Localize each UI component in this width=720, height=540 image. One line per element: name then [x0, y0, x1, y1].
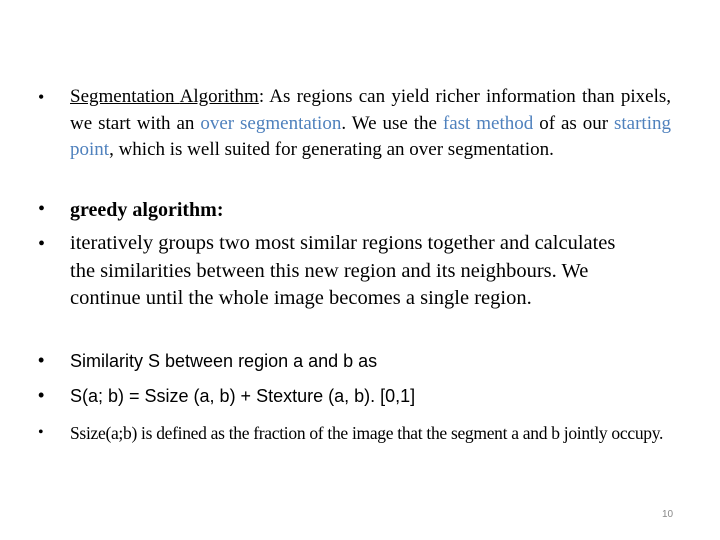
highlight-over-segmentation: over segmentation: [200, 112, 342, 134]
bullet-marker: •: [38, 87, 45, 107]
bullet-marker: •: [38, 233, 46, 255]
text-part-1: : As regions can yield richer information than pixels, we start with an: [70, 86, 672, 134]
bullet-similarity-formula: S(a; b) = Ssize (a, b) + Stexture (a, b). [0,1]: [70, 386, 416, 406]
bullet-marker: •: [38, 198, 46, 220]
bullet-iterative-grouping: iteratively groups two most similar regions together and calculates the similarities between this new region and its neighbours. We continue until the whole image becomes a single region.: [70, 232, 616, 309]
bullet-marker: •: [38, 385, 45, 405]
term-segmentation: Segmentation: [70, 86, 175, 107]
bullet-ssize-definition: Ssize(a;b) is defined as the fraction of the image that the segment a and b jointly occupy.: [70, 423, 664, 443]
bullet-similarity-definition: Similarity S between region a and b as: [70, 351, 378, 371]
bullet-marker: •: [38, 424, 44, 441]
bullet-greedy-algorithm: greedy algorithm:: [70, 199, 224, 221]
bullet-marker: •: [38, 350, 45, 370]
text-part-3: of as our: [533, 112, 614, 134]
highlight-starting-point: starting point: [70, 112, 671, 160]
bullet-segmentation-algorithm: [70, 84, 671, 164]
text-part-2: . We use the: [341, 112, 443, 134]
term-algorithm: Algorithm: [179, 86, 259, 107]
text-part-4: , which is well suited for generating an over segmentation.: [109, 139, 554, 160]
highlight-fast-method: fast method: [442, 112, 534, 134]
page-number: 10: [662, 509, 674, 520]
